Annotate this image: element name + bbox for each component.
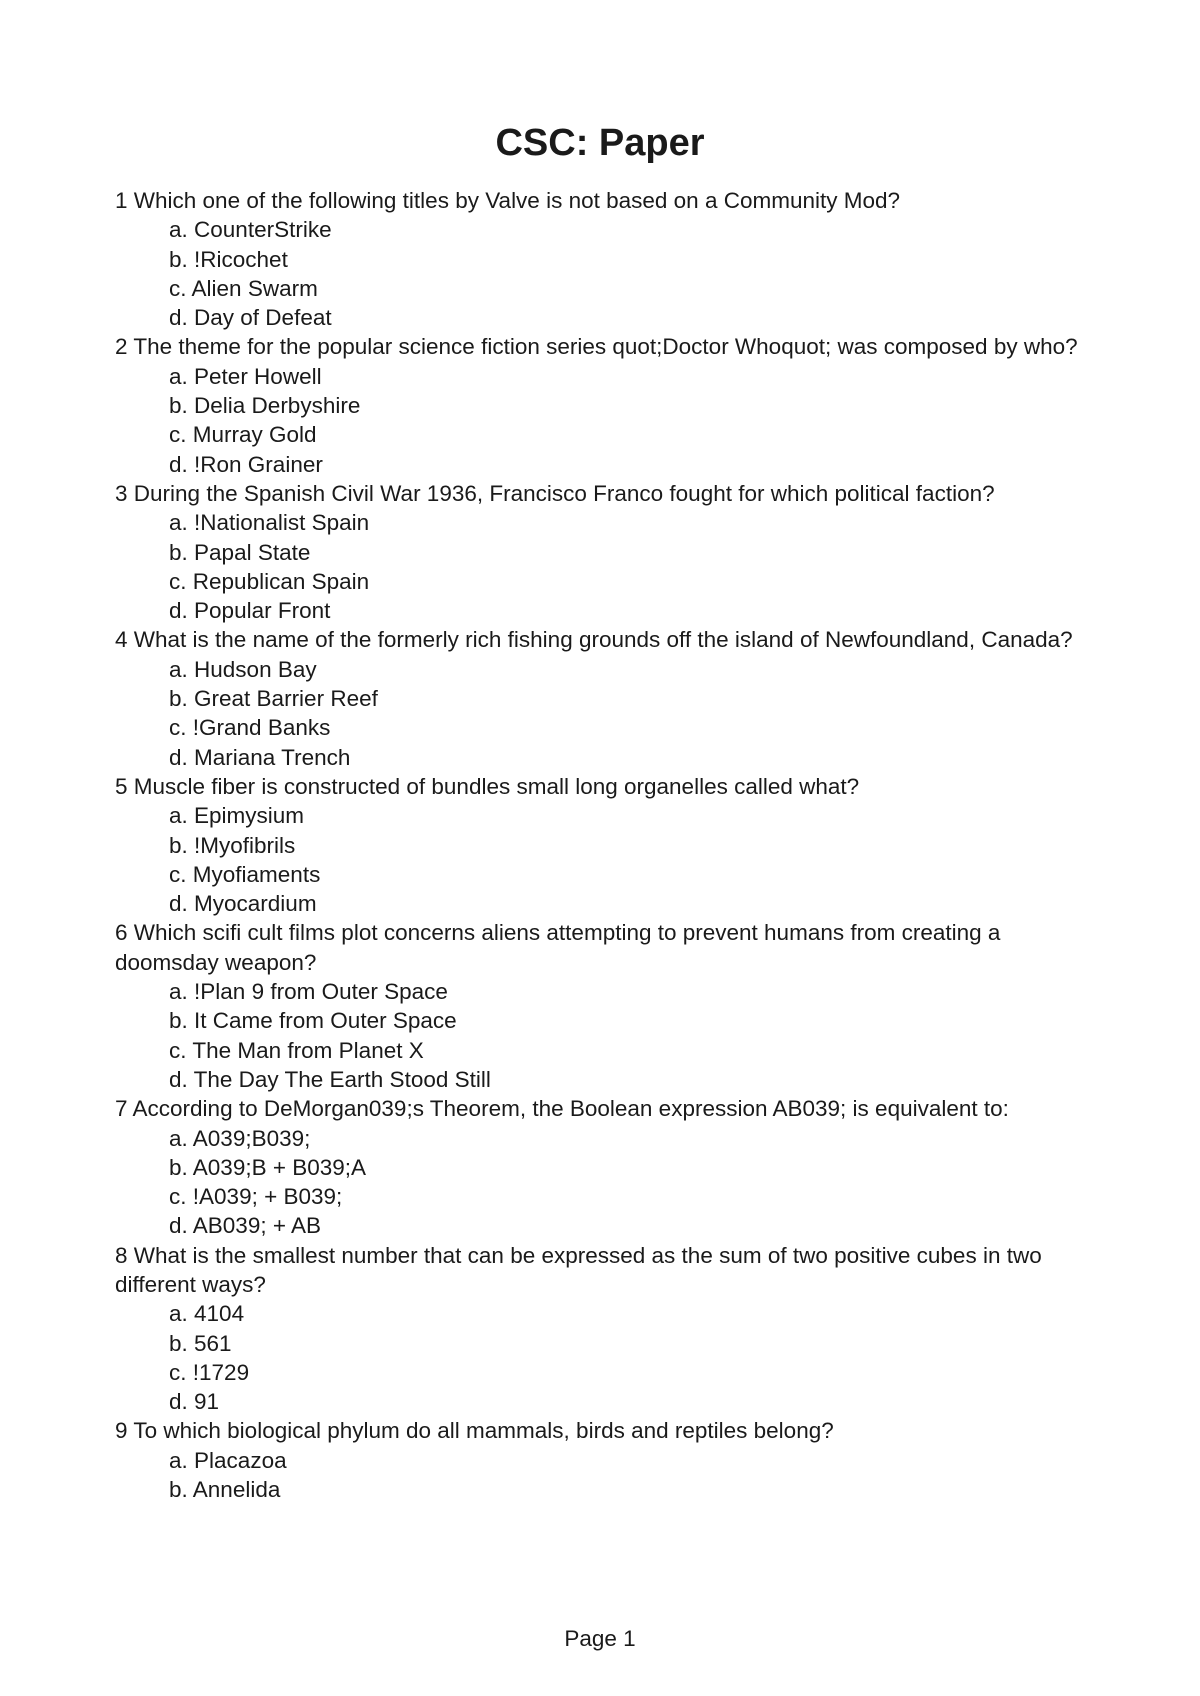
option-text: Epimysium: [194, 803, 305, 829]
option-text: Republican Spain: [192, 568, 370, 594]
option-letter: d.: [169, 598, 188, 624]
question-block: [115, 1094, 1105, 1240]
option-letter: c.: [169, 275, 187, 301]
option-text: !Ron Grainer: [194, 451, 323, 477]
option-letter: b.: [169, 393, 188, 419]
option-text: It Came from Outer Space: [194, 1008, 457, 1034]
option-text: Delia Derbyshire: [194, 393, 361, 419]
option-letter: b.: [169, 832, 188, 858]
answer-option: [169, 831, 1105, 860]
option-text: A039;B039;: [192, 1125, 311, 1151]
option-list: [115, 215, 1105, 332]
answer-option: [169, 245, 1105, 274]
question-block: [115, 772, 1105, 918]
option-text: !Grand Banks: [192, 715, 331, 741]
option-text: AB039; + AB: [192, 1213, 322, 1239]
answer-option: [169, 801, 1105, 830]
option-text: Great Barrier Reef: [194, 686, 378, 712]
answer-option: [169, 977, 1105, 1006]
option-text: Day of Defeat: [194, 305, 332, 331]
option-text: Papal State: [194, 539, 311, 565]
option-text: Murray Gold: [192, 422, 317, 448]
option-text: 561: [194, 1330, 232, 1356]
option-letter: a.: [169, 363, 188, 389]
option-letter: b.: [169, 539, 188, 565]
question-text: [115, 772, 1105, 801]
question-prompt: Muscle fiber is constructed of bundles small long organelles called what?: [133, 773, 860, 799]
option-letter: a.: [169, 217, 188, 243]
option-letter: d.: [169, 1066, 188, 1092]
answer-option: [169, 1124, 1105, 1153]
answer-option: [169, 450, 1105, 479]
option-text: Myocardium: [194, 891, 317, 917]
question-prompt: According to DeMorgan039;s Theorem, the Boolean expression AB039; is equivalent to:: [132, 1096, 1009, 1122]
question-prompt: The theme for the popular science fiction series quot;Doctor Whoquot; was composed by who?: [133, 334, 1078, 360]
answer-option: [169, 713, 1105, 742]
page-number: Page 1: [564, 1626, 636, 1651]
answer-option: [169, 684, 1105, 713]
option-text: !Plan 9 from Outer Space: [194, 979, 448, 1005]
question-block: [115, 918, 1105, 1094]
option-text: !A039; + B039;: [192, 1184, 343, 1210]
question-text: [115, 1241, 1105, 1300]
option-letter: d.: [169, 451, 188, 477]
option-text: Hudson Bay: [194, 656, 317, 682]
answer-option: [169, 1065, 1105, 1094]
answer-option: [169, 596, 1105, 625]
option-letter: d.: [169, 305, 188, 331]
option-text: Myofiaments: [192, 861, 321, 887]
option-letter: b.: [169, 246, 188, 272]
question-block: [115, 1241, 1105, 1417]
option-text: Mariana Trench: [194, 744, 351, 770]
answer-option: [169, 1329, 1105, 1358]
question-number: 4: [115, 627, 128, 653]
option-letter: b.: [169, 1477, 188, 1503]
question-prompt: What is the smallest number that can be expressed as the sum of two positive cubes in two different ways?: [115, 1242, 1042, 1297]
question-number: 2: [115, 334, 128, 360]
question-number: 7: [115, 1096, 128, 1122]
question-number: 6: [115, 920, 128, 946]
option-letter: a.: [169, 803, 188, 829]
option-letter: d.: [169, 744, 188, 770]
option-text: Popular Front: [194, 598, 331, 624]
option-list: [115, 1446, 1105, 1505]
question-text: [115, 1094, 1105, 1123]
answer-option: [169, 1446, 1105, 1475]
option-letter: a.: [169, 1447, 188, 1473]
option-letter: d.: [169, 1389, 188, 1415]
answer-option: [169, 860, 1105, 889]
answer-option: [169, 303, 1105, 332]
option-list: [115, 508, 1105, 625]
question-list: [115, 186, 1105, 1504]
page-title: CSC: Paper: [495, 122, 705, 164]
option-text: Peter Howell: [194, 363, 322, 389]
answer-option: [169, 1036, 1105, 1065]
question-prompt: To which biological phylum do all mammals, birds and reptiles belong?: [133, 1418, 834, 1444]
question-block: [115, 186, 1105, 332]
option-text: A039;B + B039;A: [192, 1154, 367, 1180]
answer-option: [169, 1358, 1105, 1387]
option-text: The Day The Earth Stood Still: [193, 1066, 491, 1092]
question-text: [115, 625, 1105, 654]
option-text: !Nationalist Spain: [194, 510, 370, 536]
option-text: CounterStrike: [194, 217, 332, 243]
answer-option: [169, 1387, 1105, 1416]
option-text: !Ricochet: [194, 246, 288, 272]
option-letter: c.: [169, 568, 187, 594]
option-letter: d.: [169, 891, 188, 917]
answer-option: [169, 391, 1105, 420]
answer-option: [169, 362, 1105, 391]
question-text: [115, 332, 1105, 361]
question-prompt: Which one of the following titles by Valve is not based on a Community Mod?: [133, 188, 901, 213]
answer-option: [169, 889, 1105, 918]
question-number: 8: [115, 1242, 128, 1268]
answer-option: [169, 655, 1105, 684]
option-text: 4104: [194, 1301, 245, 1327]
answer-option: [169, 1299, 1105, 1328]
question-prompt: What is the name of the formerly rich fishing grounds off the island of Newfoundland, Canada?: [133, 627, 1073, 653]
option-letter: b.: [169, 1008, 188, 1034]
question-prompt: Which scifi cult films plot concerns aliens attempting to prevent humans from creating a doomsday weapon?: [115, 920, 1001, 975]
option-text: !Myofibrils: [194, 832, 296, 858]
option-letter: c.: [169, 1184, 187, 1210]
option-text: !1729: [192, 1359, 250, 1385]
option-letter: a.: [169, 656, 188, 682]
option-list: [115, 655, 1105, 772]
option-list: [115, 362, 1105, 479]
question-text: [115, 918, 1105, 977]
option-letter: a.: [169, 510, 188, 536]
option-letter: a.: [169, 1125, 188, 1151]
option-text: Annelida: [192, 1477, 281, 1503]
question-text: [115, 479, 1105, 508]
answer-option: [169, 274, 1105, 303]
answer-option: [169, 538, 1105, 567]
option-letter: a.: [169, 979, 188, 1005]
option-letter: c.: [169, 422, 187, 448]
answer-option: [169, 743, 1105, 772]
question-number: 3: [115, 480, 128, 506]
question-block: [115, 479, 1105, 625]
question-block: [115, 332, 1105, 478]
question-block: [115, 1416, 1105, 1504]
answer-option: [169, 215, 1105, 244]
option-letter: c.: [169, 715, 187, 741]
option-letter: c.: [169, 1037, 187, 1063]
option-letter: b.: [169, 1154, 188, 1180]
question-text: [115, 186, 1105, 215]
option-list: [115, 1299, 1105, 1416]
option-list: [115, 801, 1105, 918]
answer-option: [169, 1211, 1105, 1240]
option-letter: c.: [169, 1359, 187, 1385]
option-list: [115, 1124, 1105, 1241]
answer-option: [169, 420, 1105, 449]
option-letter: a.: [169, 1301, 188, 1327]
question-text: [115, 1416, 1105, 1445]
option-letter: b.: [169, 1330, 188, 1356]
answer-option: [169, 1182, 1105, 1211]
question-block: [115, 625, 1105, 771]
question-prompt: During the Spanish Civil War 1936, Francisco Franco fought for which political faction?: [133, 480, 995, 506]
option-letter: c.: [169, 861, 187, 887]
option-letter: b.: [169, 686, 188, 712]
option-list: [115, 977, 1105, 1094]
option-text: 91: [194, 1389, 220, 1415]
option-text: Alien Swarm: [191, 275, 318, 301]
option-text: Placazoa: [194, 1447, 287, 1473]
answer-option: [169, 508, 1105, 537]
question-number: 9: [115, 1418, 128, 1444]
answer-option: [169, 1006, 1105, 1035]
option-letter: d.: [169, 1213, 188, 1239]
answer-option: [169, 567, 1105, 596]
question-number: 5: [115, 773, 128, 799]
option-text: The Man from Planet X: [192, 1037, 424, 1063]
answer-option: [169, 1153, 1105, 1182]
answer-option: [169, 1475, 1105, 1504]
question-number: 1: [115, 188, 128, 213]
